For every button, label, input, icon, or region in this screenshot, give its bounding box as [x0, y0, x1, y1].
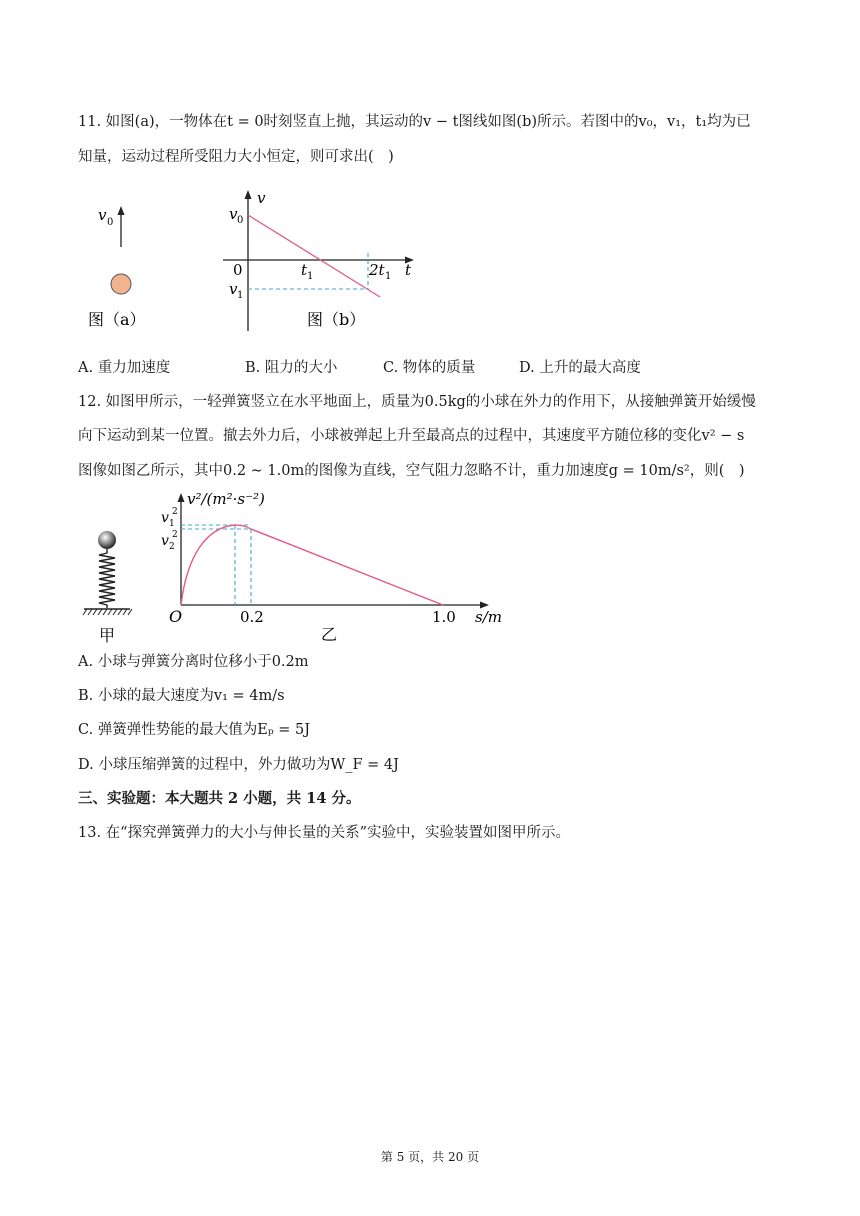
fig-b-v0-sub: 0: [237, 215, 244, 226]
q11-option-d: D. 上升的最大高度: [519, 360, 641, 376]
arrow-head-icon: [118, 206, 125, 215]
figure-yi: [155, 485, 515, 650]
fig-yi-y-arrow-icon: [178, 493, 185, 502]
q12-line-1: 12. 如图甲所示，一轻弹簧竖立在水平地面上，质量为0.5kg的小球在外力的作用下，从接触弹簧开始缓慢: [78, 394, 756, 410]
q12-line-3: 图像如图乙所示，其中0.2 ∼ 1.0m的图像为直线，空气阻力忽略不计，重力加速度g = 10m/s²，则( ): [78, 463, 745, 479]
spring-ball: [98, 531, 116, 549]
fig-b-2t1-sub: 1: [385, 271, 392, 282]
section-3-heading: 三、实验题：本大题共 2 小题，共 14 分。: [78, 790, 361, 807]
fig-b-vt-line: [248, 215, 380, 297]
fig-a-v-label: v: [98, 206, 107, 224]
q11-line-2: 知量，运动过程所受阻力大小恒定，则可求出( ): [78, 149, 394, 165]
ball: [111, 274, 131, 294]
fig-yi-y-label: v²/(m²·s⁻²): [187, 490, 265, 508]
q11-option-c: C. 物体的质量: [383, 360, 476, 376]
q12-option-a: A. 小球与弹簧分离时位移小于0.2m: [78, 654, 309, 670]
fig-b-v1-label: v: [229, 280, 238, 298]
q13-line-1: 13. 在“探究弹簧弹力的大小与伸长量的关系”实验中，实验装置如图甲所示。: [78, 825, 570, 841]
fig-b-t1-label: t: [301, 261, 308, 279]
q11-line-1: 11. 如图(a)，一物体在t = 0时刻竖直上抛，其运动的v − t图线如图(b)所示。若图中的v₀，v₁，t₁均为已: [78, 114, 751, 130]
fig-yi-v1-sub: 1: [169, 519, 175, 529]
q11-option-a: A. 重力加速度: [78, 360, 171, 376]
q12-option-b: B. 小球的最大速度为v₁ = 4m/s: [78, 688, 285, 704]
fig-yi-tick-10: 1.0: [432, 608, 456, 626]
fig-b-x-label: t: [405, 261, 412, 279]
fig-yi-tick-02: 0.2: [240, 608, 264, 626]
figure-b: [215, 183, 425, 338]
ground-hatch: [83, 609, 132, 615]
fig-yi-origin: O: [169, 607, 183, 626]
fig-yi-v2-sub: 2: [169, 542, 175, 552]
fig-yi-v1-label: v: [161, 510, 169, 526]
q11-option-b: B. 阻力的大小: [245, 360, 338, 376]
fig-yi-caption: 乙: [321, 625, 338, 644]
fig-a-v-sub: 0: [107, 217, 114, 228]
fig-b-y-arrow-icon: [245, 190, 252, 199]
q12-option-c: C. 弹簧弹性势能的最大值为Eₚ = 5J: [78, 722, 311, 738]
fig-b-caption: 图（b）: [307, 310, 366, 329]
fig-b-y-label: v: [257, 189, 266, 207]
fig-yi-curve: [181, 525, 443, 605]
fig-b-2t1-label: 2t: [369, 261, 385, 279]
fig-b-v0-label: v: [229, 205, 238, 223]
fig-b-v1-sub: 1: [237, 290, 244, 301]
figure-jia: [78, 525, 138, 647]
fig-yi-v2-sup: 2: [172, 530, 178, 540]
fig-b-t1-sub: 1: [307, 271, 314, 282]
page-footer: 第 5 页，共 20 页: [380, 1150, 480, 1164]
fig-yi-v1-sup: 2: [172, 507, 178, 517]
fig-b-origin: 0: [233, 261, 243, 279]
fig-a-caption: 图（a）: [88, 310, 146, 329]
fig-yi-v2-label: v: [161, 533, 169, 549]
q12-line-2: 向下运动到某一位置。撤去外力后，小球被弹起上升至最高点的过程中，其速度平方随位移的变化v² − s: [78, 428, 745, 444]
spring-coil: [99, 549, 115, 608]
fig-yi-x-label: s/m: [475, 608, 502, 626]
q12-option-d: D. 小球压缩弹簧的过程中，外力做功为W_F = 4J: [78, 757, 399, 773]
figure-a: [78, 195, 178, 335]
fig-jia-caption: 甲: [99, 626, 116, 645]
